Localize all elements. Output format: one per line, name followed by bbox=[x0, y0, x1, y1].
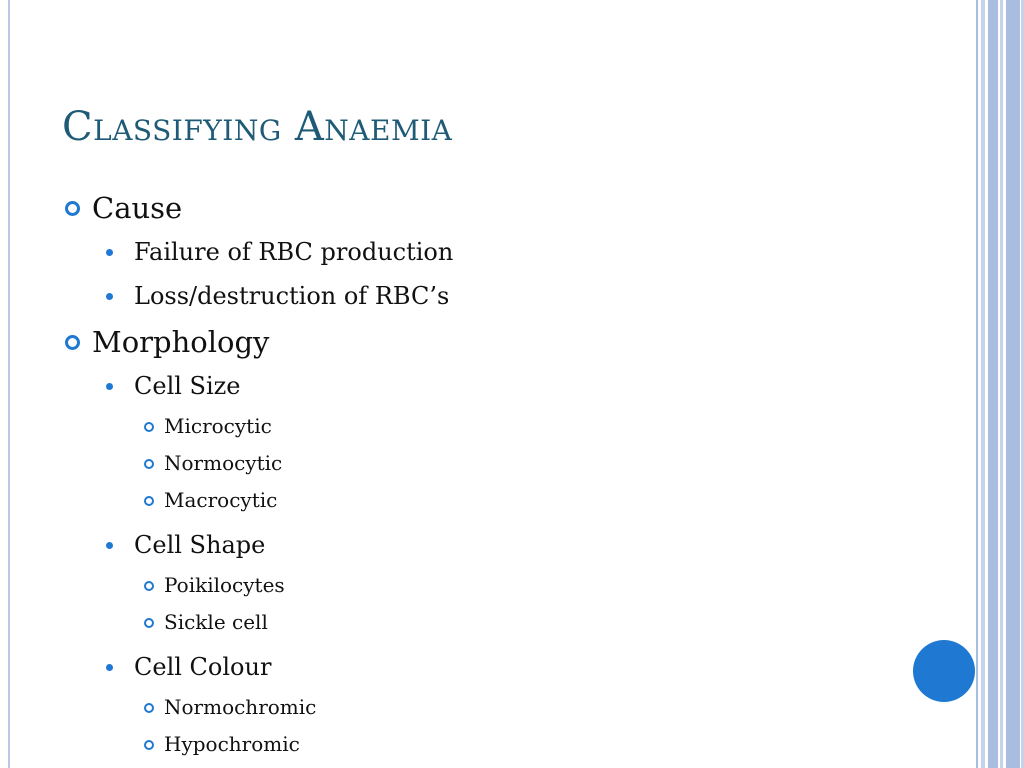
bullet-label: Loss/destruction of RBC’s bbox=[134, 282, 450, 310]
bullet-label: Normochromic bbox=[164, 695, 317, 719]
bullet-label: Macrocytic bbox=[164, 488, 278, 512]
stripe bbox=[988, 0, 998, 768]
stripe bbox=[976, 0, 978, 768]
bullet-label: Morphology bbox=[92, 325, 270, 359]
bullet-label: Poikilocytes bbox=[164, 573, 285, 597]
left-border-line bbox=[8, 0, 10, 768]
ring-bullet-icon bbox=[65, 201, 80, 216]
small-ring-bullet-icon bbox=[144, 459, 154, 469]
slide-title: Classifying Anaemia bbox=[62, 104, 453, 150]
bullet-item-cause bbox=[62, 186, 902, 230]
bullet-label: Hypochromic bbox=[164, 732, 300, 756]
stripe bbox=[981, 0, 985, 768]
dot-bullet-icon bbox=[106, 383, 113, 390]
bullet-list bbox=[62, 186, 902, 763]
bullet-item-normocytic bbox=[62, 445, 902, 482]
small-ring-bullet-icon bbox=[144, 422, 154, 432]
small-ring-bullet-icon bbox=[144, 618, 154, 628]
ring-bullet-icon bbox=[65, 335, 80, 350]
bullet-item-microcytic bbox=[62, 408, 902, 445]
stripe bbox=[1006, 0, 1020, 768]
small-ring-bullet-icon bbox=[144, 496, 154, 506]
right-decorative-stripes bbox=[976, 0, 1024, 768]
dot-bullet-icon bbox=[106, 293, 113, 300]
bullet-item-macrocytic bbox=[62, 482, 902, 519]
blue-circle-icon bbox=[913, 640, 975, 702]
small-ring-bullet-icon bbox=[144, 703, 154, 713]
bullet-item-hypochromic bbox=[62, 726, 902, 763]
bullet-item-loss-destruction-of-rbc bbox=[62, 274, 902, 318]
stripe bbox=[1000, 0, 1003, 768]
bullet-label: Failure of RBC production bbox=[134, 238, 454, 266]
dot-bullet-icon bbox=[106, 249, 113, 256]
bullet-item-normochromic bbox=[62, 689, 902, 726]
bullet-label: Cell Colour bbox=[134, 653, 272, 681]
bullet-label: Microcytic bbox=[164, 414, 272, 438]
bullet-item-cell-shape bbox=[62, 523, 902, 567]
bullet-label: Cause bbox=[92, 191, 183, 225]
bullet-label: Sickle cell bbox=[164, 610, 268, 634]
bullet-label: Normocytic bbox=[164, 451, 283, 475]
bullet-item-sickle-cell bbox=[62, 604, 902, 641]
bullet-item-cell-size bbox=[62, 364, 902, 408]
small-ring-bullet-icon bbox=[144, 581, 154, 591]
bullet-item-morphology bbox=[62, 320, 902, 364]
bullet-label: Cell Shape bbox=[134, 531, 266, 559]
bullet-label: Cell Size bbox=[134, 372, 241, 400]
bullet-item-cell-colour bbox=[62, 645, 902, 689]
dot-bullet-icon bbox=[106, 542, 113, 549]
small-ring-bullet-icon bbox=[144, 740, 154, 750]
bullet-item-poikilocytes bbox=[62, 567, 902, 604]
dot-bullet-icon bbox=[106, 664, 113, 671]
bullet-item-failure-of-rbc-production bbox=[62, 230, 902, 274]
